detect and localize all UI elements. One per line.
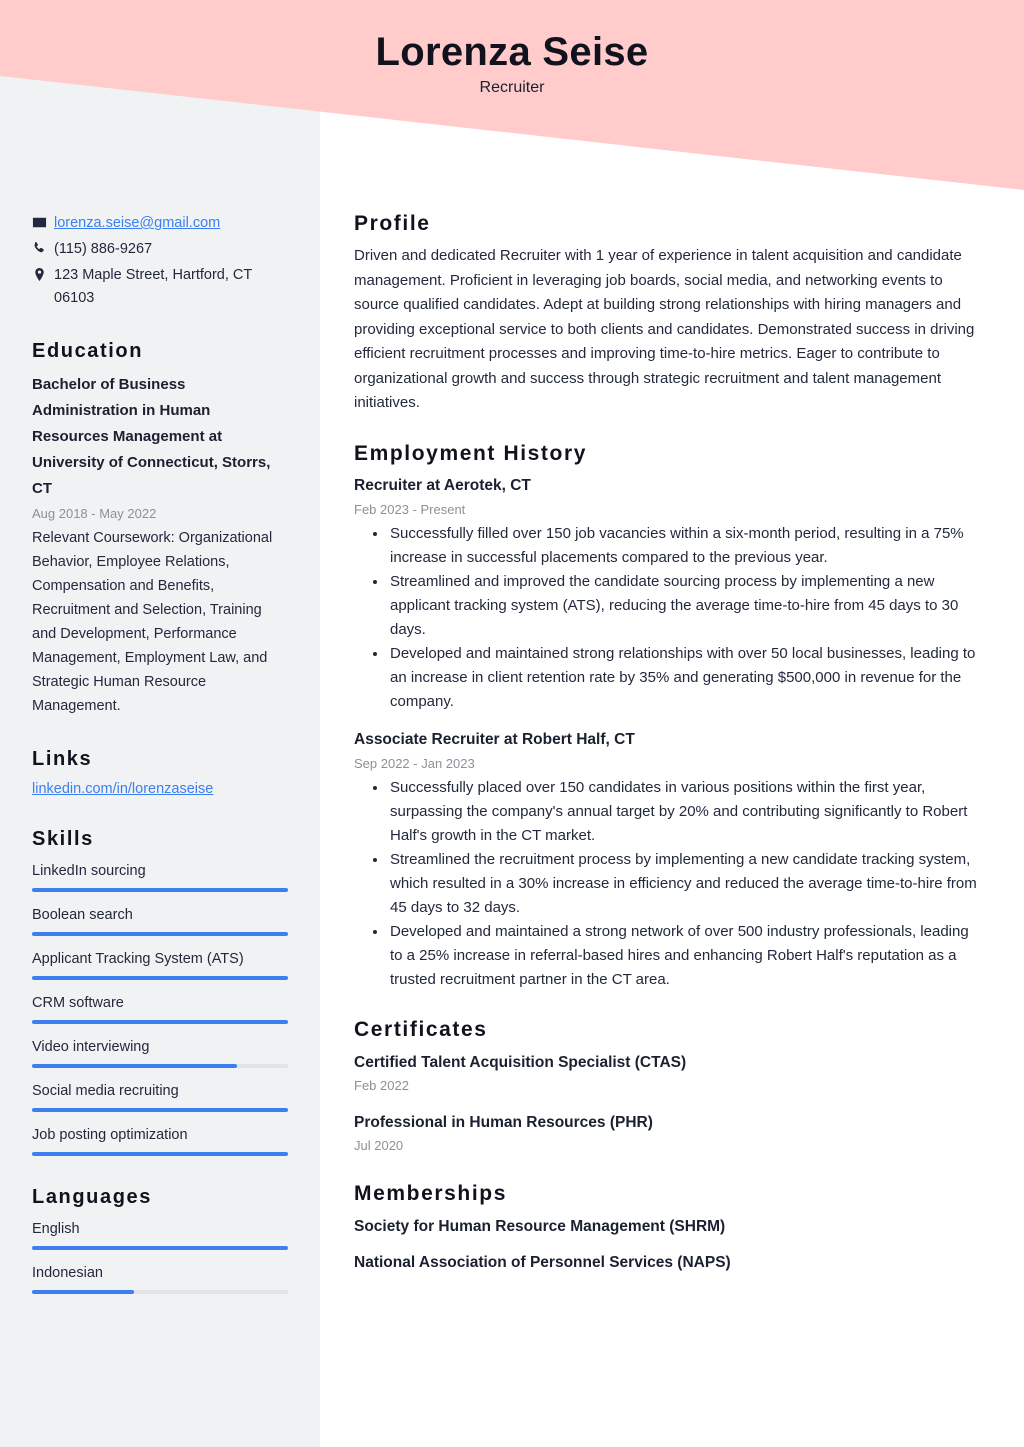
certificate-title: Certified Talent Acquisition Specialist (CTAS) bbox=[354, 1053, 687, 1071]
profile-section bbox=[354, 212, 980, 416]
contact-list bbox=[32, 212, 288, 310]
job-date: Feb 2023 - Present bbox=[354, 501, 466, 517]
skill-label: Boolean search bbox=[32, 907, 133, 923]
skill-label: LinkedIn sourcing bbox=[32, 863, 146, 879]
contact-row-address bbox=[32, 264, 288, 310]
membership-item: National Association of Personnel Services (NAPS) bbox=[354, 1253, 731, 1271]
skill-item bbox=[32, 1080, 288, 1112]
skill-bar-fill bbox=[32, 976, 288, 980]
education-heading: Education bbox=[32, 340, 144, 362]
job-bullet: • Streamlined and improved the candidate sourcing process by implementing a new applicant tracking system (ATS), reducing the average time-to-hire from 45 days to 30 days. bbox=[388, 570, 980, 642]
job-bullet: • Developed and maintained a strong network of over 500 industry professionals, leading to a 25% increase in referral-based hires and enhancing Robert Half's reputation as a trusted recruitment partner in the CT area. bbox=[388, 920, 980, 992]
profile-text: Driven and dedicated Recruiter with 1 year of experience in talent acquisition and candidate management. Proficient in leveraging job boards, social media, and networking events to source qualified candidates. Adept at building strong relationships with hiring managers and providing exceptional service to both clients and candidates. Demonstrated success in driving efficient recruitment processes and improving time-to-hire metrics. Eager to contribute to organizational growth and success through strategic recruitment and talent management initiatives. bbox=[354, 247, 975, 411]
job-date: Sep 2022 - Jan 2023 bbox=[354, 755, 475, 771]
email-link[interactable]: lorenza.seise@gmail.com bbox=[54, 215, 221, 231]
language-item bbox=[32, 1262, 288, 1294]
skill-label: Job posting optimization bbox=[32, 1127, 188, 1143]
education-description: Relevant Coursework: Organizational Behavior, Employee Relations, Compensation and Benefits, Recruitment and Selection, Training and Development, Performance Management, Employment Law, and Strategic Human Resource Management. bbox=[32, 530, 273, 714]
job-bullet: • Successfully placed over 150 candidates in various positions within the first year, surpassing the company's annual target by 20% and contributing significantly to Robert Half's growth in the CT market. bbox=[388, 776, 980, 848]
employment-section bbox=[354, 442, 980, 992]
contact-row-email[interactable] bbox=[32, 212, 288, 235]
skill-bar-track bbox=[32, 1064, 288, 1068]
skill-bar-track bbox=[32, 1152, 288, 1156]
language-bar-fill bbox=[32, 1246, 288, 1250]
language-label: English bbox=[32, 1221, 80, 1237]
skill-item bbox=[32, 904, 288, 936]
skill-bar-fill bbox=[32, 1108, 288, 1112]
language-bar-fill bbox=[32, 1290, 134, 1294]
language-bar-track bbox=[32, 1246, 288, 1250]
certificate-entry bbox=[354, 1110, 980, 1156]
job-entry bbox=[354, 728, 980, 992]
contact-value: (115) 886-9267 bbox=[54, 241, 153, 257]
skill-bar-track bbox=[32, 976, 288, 980]
skill-label: Applicant Tracking System (ATS) bbox=[32, 951, 244, 967]
phone-icon bbox=[32, 238, 54, 256]
email-icon bbox=[32, 212, 54, 230]
sidebar bbox=[0, 0, 320, 1306]
education-degree: Bachelor of Business Administration in Human Resources Management at University of Connecticut, Storrs, CT bbox=[32, 376, 271, 497]
skill-item bbox=[32, 1124, 288, 1156]
job-role-subtitle: Recruiter bbox=[479, 79, 545, 96]
skill-bar-fill bbox=[32, 1064, 237, 1068]
certificates-heading: Certificates bbox=[354, 1017, 488, 1041]
certificate-entry bbox=[354, 1050, 980, 1096]
employment-heading: Employment History bbox=[354, 441, 588, 465]
job-title: Recruiter at Aerotek, CT bbox=[354, 476, 531, 494]
skill-bar-fill bbox=[32, 888, 288, 892]
skill-bar-fill bbox=[32, 932, 288, 936]
certificates-section bbox=[354, 1018, 980, 1156]
languages-list bbox=[32, 1218, 288, 1294]
education-date: Aug 2018 - May 2022 bbox=[32, 506, 157, 521]
skill-item bbox=[32, 992, 288, 1024]
skills-heading: Skills bbox=[32, 828, 94, 850]
skill-bar-track bbox=[32, 932, 288, 936]
skill-bar-fill bbox=[32, 1152, 288, 1156]
contact-row-phone bbox=[32, 238, 288, 261]
skill-item bbox=[32, 948, 288, 980]
memberships-section bbox=[354, 1182, 980, 1275]
job-bullets bbox=[354, 776, 980, 992]
linkedin-link[interactable]: linkedin.com/in/lorenzaseise bbox=[32, 781, 214, 797]
skills-list bbox=[32, 860, 288, 1156]
language-item bbox=[32, 1218, 288, 1250]
memberships-heading: Memberships bbox=[354, 1181, 507, 1205]
languages-heading: Languages bbox=[32, 1186, 152, 1208]
skill-bar-track bbox=[32, 888, 288, 892]
skill-item bbox=[32, 1036, 288, 1068]
skill-label: Social media recruiting bbox=[32, 1083, 179, 1099]
skill-label: Video interviewing bbox=[32, 1039, 150, 1055]
location-pin-icon bbox=[32, 264, 54, 282]
profile-heading: Profile bbox=[354, 212, 431, 235]
job-bullets bbox=[354, 522, 980, 714]
contact-value bbox=[54, 212, 220, 235]
skill-label: CRM software bbox=[32, 995, 124, 1011]
job-bullet: • Streamlined the recruitment process by implementing a new candidate tracking system, which resulted in a 30% increase in efficiency and reduced the average time-to-hire from 45 days to 32 days. bbox=[388, 848, 980, 920]
language-bar-track bbox=[32, 1290, 288, 1294]
education-entry bbox=[32, 372, 288, 718]
contact-value: 123 Maple Street, Hartford, CT 06103 bbox=[54, 267, 252, 306]
skill-bar-track bbox=[32, 1108, 288, 1112]
job-bullet: • Successfully filled over 150 job vacancies within a six-month period, resulting in a 75% increase in successful placements compared to the previous year. bbox=[388, 522, 980, 570]
links-list bbox=[32, 780, 288, 798]
skill-item bbox=[32, 860, 288, 892]
main-column bbox=[320, 0, 1024, 1301]
membership-item: Society for Human Resource Management (SHRM) bbox=[354, 1217, 726, 1235]
job-entry bbox=[354, 474, 980, 714]
job-title: Associate Recruiter at Robert Half, CT bbox=[354, 730, 635, 748]
job-bullet: • Developed and maintained strong relationships with over 50 local businesses, leading to an increase in client retention rate by 35% and generating $500,000 in revenue for the company. bbox=[388, 642, 980, 714]
links-heading: Links bbox=[32, 748, 93, 770]
language-label: Indonesian bbox=[32, 1265, 103, 1281]
certificate-date: Jul 2020 bbox=[354, 1137, 404, 1153]
page-title: Lorenza Seise bbox=[375, 30, 649, 74]
skill-bar-fill bbox=[32, 1020, 288, 1024]
certificate-date: Feb 2022 bbox=[354, 1077, 409, 1093]
skill-bar-track bbox=[32, 1020, 288, 1024]
certificate-title: Professional in Human Resources (PHR) bbox=[354, 1113, 653, 1131]
